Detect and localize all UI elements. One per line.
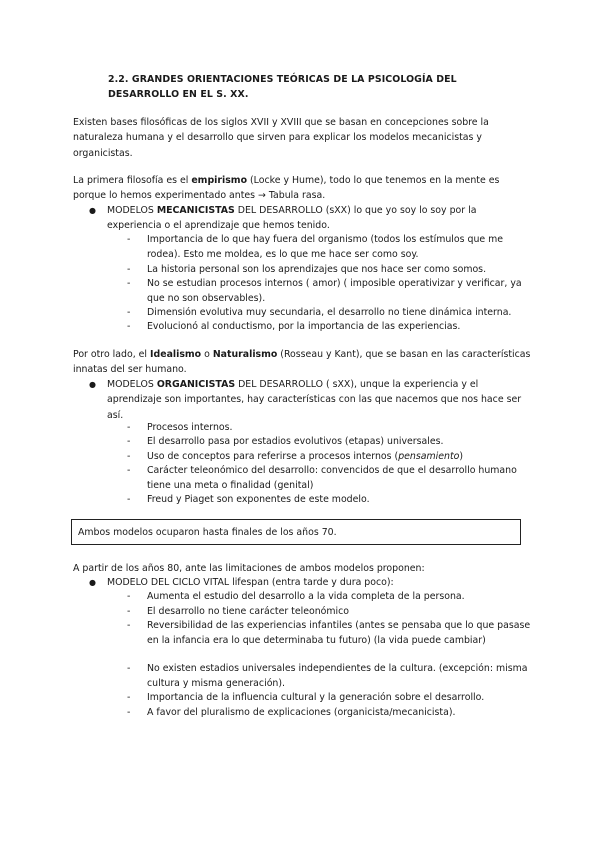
dash-icon: - [127, 606, 131, 617]
bullet-icon: ● [89, 206, 96, 215]
list-item-text: No existen estadios universales independientes de la cultura. (excepción: misma cultura y misma generación). [147, 663, 528, 690]
text-run: (Locke y Hume), todo lo que tenemos en la mente es porque lo hemos experimentado antes → Tabula rasa. [73, 175, 500, 202]
text-run: MODELOS [107, 379, 157, 390]
list-item-text: Reversibilidad de las experiencias infantiles (antes se pensaba que lo que pasase en la infancia era lo que determinaba tu futuro) (la vida puede cambiar) [147, 620, 531, 647]
list-item [127, 463, 531, 494]
dash-icon: - [127, 451, 131, 462]
text-run: DEL DESARROLLO (sXX) lo que yo soy lo soy por la experiencia o el aprendizaje que hemos tenido. [107, 205, 477, 232]
dash-icon: - [127, 422, 131, 433]
list-item-text: Evolucionó al conductismo, por la importancia de las experiencias. [147, 321, 461, 332]
list-item-text: Importancia de la influencia cultural y la generación sobre el desarrollo. [147, 692, 485, 703]
text-run: o [201, 349, 213, 360]
dash-icon: - [127, 620, 131, 631]
list-item-text: No se estudian procesos internos ( amor) ( imposible operativizar y verificar, ya que no son observables). [147, 278, 522, 305]
italic-term: pensamiento [398, 451, 460, 462]
list-item [127, 589, 531, 604]
dash-icon: - [127, 692, 131, 703]
bullet-icon: ● [89, 380, 96, 389]
list-item-text: A favor del pluralismo de explicaciones (organicista/mecanicista). [147, 707, 456, 718]
dash-icon: - [127, 663, 131, 674]
mecanicistas-term: MECANICISTAS [156, 205, 235, 216]
list-item [127, 232, 531, 263]
anos80-paragraph: A partir de los años 80, ante las limitaciones de ambos modelos proponen: [73, 563, 425, 574]
text-run: (Rosseau y Kant), que se basan en las características innatas del ser humano. [73, 349, 531, 376]
list-item-text: Procesos internos. [147, 422, 233, 433]
text-run: MODELOS [107, 205, 157, 216]
text-run: Por otro lado, el [73, 349, 151, 360]
dash-icon: - [127, 494, 131, 505]
idealismo-term: Idealismo [150, 349, 202, 360]
list-item-text: Freud y Piaget son exponentes de este modelo. [147, 494, 370, 505]
list-item [127, 492, 531, 507]
list-item-text: Dimensión evolutiva muy secundaria, el desarrollo no tiene dinámica interna. [147, 307, 512, 318]
highlight-box [71, 519, 521, 545]
organicistas-term: ORGANICISTAS [156, 379, 236, 390]
text-run: DEL DESARROLLO ( sXX), unque la experiencia y el aprendizaje son importantes, hay características con las que nacemos que nos hace ser así. [107, 379, 522, 421]
list-item [127, 434, 531, 449]
dash-icon: - [127, 321, 131, 332]
list-item-text: Importancia de lo que hay fuera del organismo (todos los estímulos que me rodea). Esto me moldea, es lo que me hace ser como soy. [147, 234, 504, 261]
list-item [127, 319, 531, 334]
list-item [127, 276, 531, 307]
dash-icon: - [127, 264, 131, 275]
list-item [127, 705, 531, 720]
bullet-mecanicistas [89, 203, 531, 234]
list-item-text: El desarrollo no tiene carácter teleonómico [147, 606, 350, 617]
empirismo-paragraph [73, 173, 533, 204]
list-item-text: Aumenta el estudio del desarrollo a la vida completa de la persona. [147, 591, 465, 602]
list-item-text: El desarrollo pasa por estadios evolutivos (etapas) universales. [147, 436, 444, 447]
dash-icon: - [127, 278, 131, 289]
dash-icon: - [127, 591, 131, 602]
empirismo-term: empirismo [191, 175, 248, 186]
list-item-text: La historia personal son los aprendizajes que nos hace ser como somos. [147, 264, 487, 275]
text-run: ) [459, 451, 464, 462]
dash-icon: - [127, 234, 131, 245]
dash-icon: - [127, 436, 131, 447]
list-item [127, 661, 531, 692]
text-run: MODELO DEL CICLO VITAL lifespan (entra tarde y dura poco): [107, 577, 394, 588]
list-item-text: Carácter teleonómico del desarrollo: convencidos de que el desarrollo humano tiene una meta o finalidad (genital) [147, 465, 517, 492]
intro-paragraph: Existen bases filosóficas de los siglos XVII y XVIII que se basan en concepciones sobre la naturaleza humana y el desarrollo que sirven para explicar los modelos mecanicistas y organicistas. [73, 117, 489, 159]
section-title: 2.2. GRANDES ORIENTACIONES TEÓRICAS DE LA PSICOLOGÍA DEL DESARROLLO EN EL S. XX. [108, 74, 457, 101]
list-item [127, 618, 531, 649]
dash-icon: - [127, 307, 131, 318]
naturalismo-term: Naturalismo [212, 349, 278, 360]
dash-icon: - [127, 707, 131, 718]
list-item-text: Uso de conceptos para referirse a procesos internos ( [147, 451, 399, 462]
dash-icon: - [127, 465, 131, 476]
list-item [127, 690, 531, 705]
bullet-organicistas [89, 377, 531, 423]
idealismo-paragraph [73, 347, 533, 378]
text-run: La primera filosofía es el [73, 175, 192, 186]
bullet-icon: ● [89, 578, 96, 587]
highlight-box-text: Ambos modelos ocuparon hasta finales de los años 70. [78, 527, 337, 538]
